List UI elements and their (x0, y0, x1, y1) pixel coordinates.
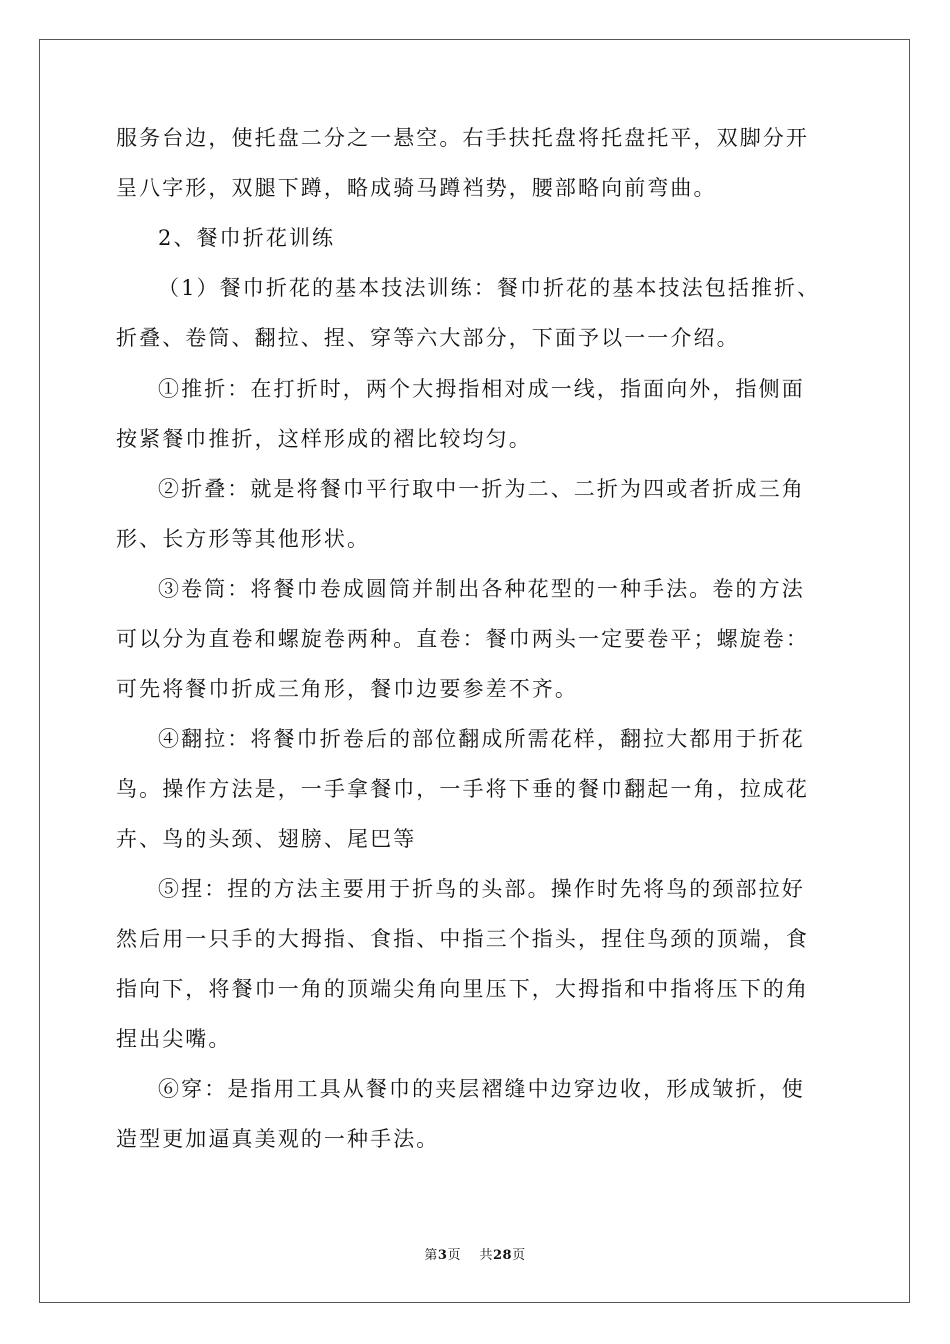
text-line: ⑥穿：是指用工具从餐巾的夹层褶缝中边穿边收，形成皱折，使 (158, 1077, 805, 1101)
text-line: （1）餐巾折花的基本技法训练：餐巾折花的基本技法包括推折、 (158, 276, 821, 300)
text-line: 可先将餐巾折成三角形，餐巾边要参差不齐。 (116, 677, 578, 701)
text-line: 卉、鸟的头颈、翅膀、尾巴等 (116, 827, 417, 851)
text-line: ⑤捏：捏的方法主要用于折鸟的头部。操作时先将鸟的颈部拉好 (158, 877, 805, 901)
text-line: ③卷筒：将餐巾卷成圆筒并制出各种花型的一种手法。卷的方法 (158, 577, 805, 601)
footer-page-number: 3 (437, 1248, 448, 1263)
text-line: 折叠、卷筒、翻拉、捏、穿等六大部分，下面予以一一介绍。 (116, 326, 740, 350)
text-line: 形、长方形等其他形状。 (116, 527, 371, 551)
text-line: 鸟。操作方法是，一手拿餐巾，一手将下垂的餐巾翻起一角，拉成花 (116, 777, 809, 801)
text-line: ②折叠：就是将餐巾平行取中一折为二、二折为四或者折成三角 (158, 477, 805, 501)
text-line: 按紧餐巾推折，这样形成的褶比较均匀。 (116, 427, 532, 451)
page-footer (0, 1248, 950, 1264)
text-line: ④翻拉：将餐巾折卷后的部位翻成所需花样，翻拉大都用于折花 (158, 727, 805, 751)
text-line: 服务台边，使托盘二分之一悬空。右手扶托盘将托盘托平，双脚分开 (116, 126, 809, 150)
text-line: 然后用一只手的大拇指、食指、中指三个指头，捏住鸟颈的顶端，食 (116, 927, 809, 951)
text-line: 捏出尖嘴。 (116, 1027, 232, 1051)
text-line: ①推折：在打折时，两个大拇指相对成一线，指面向外，指侧面 (158, 377, 805, 401)
footer-total-prefix: 共 (479, 1248, 493, 1263)
section-heading: 2、餐巾折花训练 (158, 226, 336, 250)
text-line: 呈八字形，双腿下蹲，略成骑马蹲裆势，腰部略向前弯曲。 (116, 176, 717, 200)
footer-total-number: 28 (493, 1248, 513, 1263)
footer-total-suffix: 页 (512, 1248, 526, 1263)
text-line: 可以分为直卷和螺旋卷两种。直卷：餐巾两头一定要卷平；螺旋卷： (116, 627, 809, 651)
text-line: 指向下，将餐巾一角的顶端尖角向里压下，大拇指和中指将压下的角 (116, 977, 809, 1001)
footer-page-prefix: 第 (424, 1248, 438, 1263)
footer-page-suffix: 页 (447, 1248, 461, 1263)
text-line: 造型更加逼真美观的一种手法。 (116, 1127, 440, 1151)
